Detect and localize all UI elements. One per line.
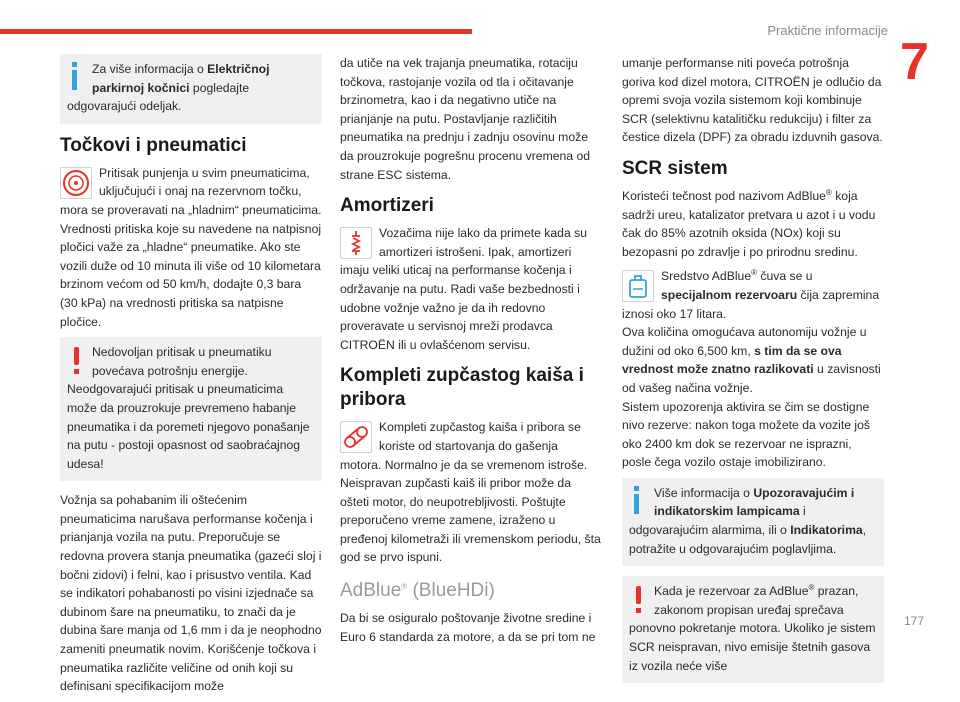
page-number: 177 bbox=[903, 614, 924, 628]
warning-icon bbox=[629, 584, 648, 614]
tyre-pressure-icon bbox=[60, 167, 92, 199]
info-text: Više informacija o Upozoravajućim i indikatorskim lampicama i odgovarajućim alarmima, ili o Indikatorima, potražite u odgovarajućim poglavljima. bbox=[629, 485, 867, 556]
heading-timing-belt-kits: Kompleti zupčastog kaiša i pribora bbox=[340, 365, 584, 411]
heading-shock-absorbers: Amortizeri bbox=[340, 195, 434, 217]
adblue-intro-text: Da bi se osiguralo poštovanje životne sredine i Euro 6 standarda za motore, a da se pri tom ne bbox=[340, 611, 596, 644]
info-box-warning-lamps bbox=[622, 478, 884, 566]
adblue-tank-icon bbox=[622, 270, 654, 302]
header-title: Praktične informacije bbox=[767, 23, 888, 38]
warning-icon bbox=[67, 345, 86, 375]
heading-wheels-tyres: Točkovi i pneumatici bbox=[60, 134, 247, 156]
tyre-wear-continued-text: da utiče na vek trajanja pneumatika, rotaciju točkova, rastojanje vozila od tla i očitavanje brzinometra, kao i da negativno utiče na prianjanje na putu. Postavljanje različitih pneumatika na prednju i zadnju osovinu može da prouzrokuje pogrešnu procenu vremena od strane ESC sistema. bbox=[340, 56, 591, 182]
chapter-number: 7 bbox=[900, 33, 929, 91]
timing-belt-text: Kompleti zupčastog kaiša i pribora se koriste od startovanja do gašenja motora. Normalno je da se vremenom istroše. Neispravan zupčasti kaiš ili pribor može da ošteti motor, do neupotrebljivosti. Poštujte preporučeno vreme zamene, izraženo u pređenoj kilometraži ili vremenskom periodu, šta god se prvo ispuni. bbox=[340, 420, 601, 565]
info-box-parking-brake bbox=[60, 54, 322, 124]
adblue-continued-text: umanje performanse niti poveća potrošnja goriva kod dizel motora, CITROËN je odlučio da opremi svoja vozila sistemom koji kombinuje SCR (selektivnu katalitičku redukciju) i filter za čestice dizela (DPF) za obradu izduvnih gasova. bbox=[622, 56, 883, 145]
warning-box-tyre-pressure bbox=[60, 337, 322, 481]
header-accent-bar bbox=[0, 29, 472, 34]
column-3 bbox=[622, 54, 884, 693]
shock-absorbers-text: Vozačima nije lako da primete kada su amortizeri istrošeni. Ipak, amortizeri imaju veliki uticaj na performanse kočenja i održavanje na putu. Radi vaše bezbednosti i udobne vožnje važno je da ih redovno proveravate u servisnoj mreži prodavca CITROËN ili u ovlašćenom servisu. bbox=[340, 226, 587, 352]
column-1 bbox=[60, 54, 322, 702]
info-icon bbox=[67, 62, 86, 92]
warning-text: Nedovoljan pritisak u pneumatiku povećava potrošnju energije. Neodgovarajući pritisak u pneumaticima može da prouzrokuje prevremeno habanje pneumatika i da poremeti njegovo ponašanje na putu - postoji opasnost od saobraćajnog udesa! bbox=[67, 345, 310, 471]
tyre-pressure-text: Pritisak punjenja u svim pneumaticima, uključujući i onaj na rezervnom točku, mora se proveravati na „hladnim“ pneumaticima. Vrednosti pritiska koje su navedene na natpisnoj pločici važe za „hladne“ pneumatike. Ako ste vozili duže od 10 minuta ili više od 10 kilometara brzinom većom od 50 km/h, dodajte 0,3 bara (30 kPa) na vrednosti pritiska sa natpisne pločice. bbox=[60, 165, 322, 329]
info-icon bbox=[629, 486, 648, 516]
shock-absorber-icon bbox=[340, 227, 372, 259]
heading-scr-system: SCR sistem bbox=[622, 157, 728, 179]
scr-text: Koristeći tečnost pod nazivom AdBlue® koja sadrži ureu, katalizator pretvara u azot i u vodu čak do 85% azotnih oksida (NOx) koji su bezopasni po zdravlje i po prirodnu sredinu. bbox=[622, 187, 876, 259]
adblue-range-text: Ova količina omogućava autonomiju vožnje u dužini od oko 6,500 km, s tim da se ova vrednost može znatno razlikovati u zavisnosti od vašeg načina vožnje. bbox=[622, 325, 881, 395]
column-2 bbox=[340, 54, 602, 652]
adblue-alert-text: Sistem upozorenja aktivira se čim se dostigne nivo rezerve: nakon toga možete da vozite još oko 2400 km dok se rezervoar ne isprazni, posle čega vozilo ostaje imobilizirano. bbox=[622, 399, 870, 470]
timing-belt-icon bbox=[340, 421, 372, 453]
warning-text: Kada je rezervoar za AdBlue® prazan, zakonom propisan uređaj sprečava ponovno pokretanje motora. Ukoliko je sistem SCR neispravan, nivo emisije štetnih gasova iz vozila neće više bbox=[629, 583, 876, 673]
heading-adblue: AdBlue® (BlueHDi) bbox=[340, 580, 495, 602]
info-text: Za više informacija o Električnoj parkirnoj kočnici pogledajte odgovarajući odeljak. bbox=[67, 62, 270, 114]
tyre-wear-text: Vožnja sa pohabanim ili oštećenim pneumaticima narušava performanse kočenja i prianjanja vozila na putu. Preporučuje se redovna provera stanja pneumatika (gazeći sloj i bočni zidovi) i felni, kao i prisustvo ventila. Kad se indikatori pohabanosti po visini izjednače sa dubinom šare na pneumatiku, to znači da je dubina šare manja od 1,6 mm i da je neophodno zameniti pneumatik novim. Korišćenje točkova i pneumatika različite veličine od onih koji su definisani specifikacijom može bbox=[60, 493, 322, 694]
adblue-tank-text: Sredstvo AdBlue® čuva se u specijalnom rezervoaru čija zapremina iznosi oko 17 litara. bbox=[622, 268, 880, 321]
warning-box-adblue-empty bbox=[622, 576, 884, 683]
